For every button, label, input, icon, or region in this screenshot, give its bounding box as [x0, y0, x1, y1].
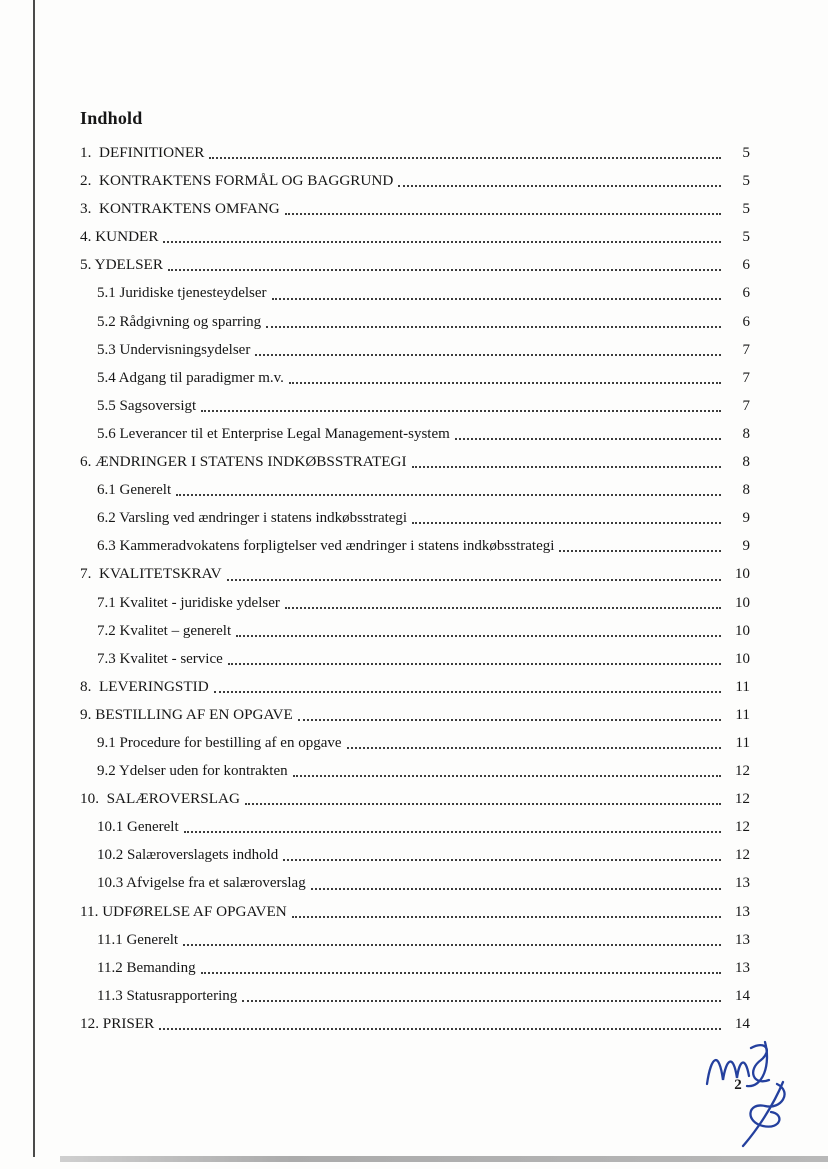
toc-row [80, 645, 750, 673]
toc-entry-page: 10 [735, 650, 750, 667]
toc-leader-dots [201, 410, 721, 412]
toc-row [80, 869, 750, 897]
toc-entry-page: 10 [734, 565, 750, 583]
toc-leader-dots [236, 635, 721, 637]
toc-entry-page: 11 [735, 677, 750, 695]
toc-entry-page: 6 [742, 256, 750, 274]
toc-row [80, 1010, 750, 1038]
toc-entry-label: 7.2 Kvalitet – generelt [97, 622, 232, 639]
toc-row [80, 757, 750, 785]
toc-row [80, 392, 750, 420]
toc-entry-page: 11 [735, 734, 750, 751]
toc-entry-page: 8 [742, 425, 750, 442]
toc-entry-label: 1. DEFINITIONER [80, 144, 205, 161]
toc-entry-label: 5.1 Juridiske tjenesteydelser [97, 285, 267, 302]
toc-row [80, 673, 750, 701]
toc-entry-page: 12 [735, 763, 750, 780]
toc-entry-label: 7.1 Kvalitet - juridiske ydelser [97, 594, 280, 611]
toc-leader-dots [285, 213, 721, 215]
toc-entry-label: 5.5 Sagsoversigt [97, 397, 197, 414]
toc-entry-page: 12 [734, 790, 750, 808]
toc-leader-dots [272, 298, 721, 300]
scan-edge-bottom [60, 1156, 828, 1162]
toc-leader-dots [183, 944, 721, 946]
toc-leader-dots [266, 326, 721, 328]
toc-leader-dots [412, 522, 721, 524]
toc-entry-label: 8. LEVERINGSTID [80, 677, 209, 695]
toc-row [80, 167, 750, 195]
toc-row [80, 926, 750, 954]
toc-leader-dots [398, 185, 721, 187]
toc-entry-label: 10.1 Generelt [97, 819, 179, 836]
toc-leader-dots [201, 972, 721, 974]
toc-leader-dots [289, 382, 721, 384]
toc-leader-dots [245, 803, 721, 805]
toc-row [80, 701, 750, 729]
toc-entry-page: 5 [742, 172, 750, 190]
toc-leader-dots [228, 663, 721, 665]
toc-row [80, 195, 750, 223]
toc-entry-label: 9.1 Procedure for bestilling af en opgave [97, 734, 342, 751]
toc-row [80, 364, 750, 392]
toc-leader-dots [255, 354, 721, 356]
toc-row [80, 448, 750, 476]
toc-entry-label: 5.3 Undervisningsydelser [97, 341, 251, 358]
toc-entry-label: 7. KVALITETSKRAV [80, 565, 222, 583]
toc-entry-page: 10 [735, 622, 750, 639]
toc-leader-dots [412, 466, 721, 468]
toc-entry-label: 6.1 Generelt [97, 482, 172, 499]
toc-row [80, 841, 750, 869]
toc-leader-dots [311, 888, 721, 890]
toc-leader-dots [283, 859, 721, 861]
toc-row [80, 785, 750, 813]
toc-entry-label: 10.2 Salæroverslagets indhold [97, 847, 279, 864]
toc-row [80, 532, 750, 560]
toc-row [80, 617, 750, 645]
toc-row [80, 729, 750, 757]
toc-leader-dots [227, 579, 721, 581]
toc-row [80, 476, 750, 504]
toc-leader-dots [176, 494, 721, 496]
toc-entry-page: 12 [735, 847, 750, 864]
toc-leader-dots [209, 157, 721, 159]
toc-entry-page: 13 [734, 902, 750, 920]
toc-entry-page: 7 [742, 341, 750, 358]
toc-entry-page: 5 [742, 200, 750, 218]
toc-row [80, 251, 750, 279]
toc-entry-page: 13 [735, 931, 750, 948]
toc-entry-label: 2. KONTRAKTENS FORMÅL OG BAGGRUND [80, 172, 394, 190]
toc-entry-label: 5. YDELSER [80, 256, 163, 274]
toc-entry-page: 5 [742, 144, 750, 161]
toc-row [80, 589, 750, 617]
toc-entry-page: 8 [742, 482, 750, 499]
toc-entry-page: 9 [742, 538, 750, 555]
toc-entry-label: 9.2 Ydelser uden for kontrakten [97, 763, 288, 780]
toc-leader-dots [163, 241, 721, 243]
table-of-contents [80, 139, 750, 1038]
toc-entry-page: 5 [742, 228, 750, 246]
toc-entry-page: 7 [742, 369, 750, 386]
toc-leader-dots [559, 550, 721, 552]
toc-entry-label: 5.4 Adgang til paradigmer m.v. [97, 369, 284, 386]
toc-entry-page: 14 [734, 1014, 750, 1032]
scan-edge-left [33, 0, 35, 1157]
toc-entry-label: 6.2 Varsling ved ændringer i statens indkøbsstrategi [97, 510, 408, 527]
toc-row [80, 954, 750, 982]
toc-entry-label: 11.3 Statusrapportering [97, 987, 238, 1004]
toc-row [80, 982, 750, 1010]
toc-entry-page: 9 [742, 510, 750, 527]
toc-entry-label: 5.2 Rådgivning og sparring [97, 313, 262, 330]
toc-heading: Indhold [80, 108, 143, 128]
toc-entry-page: 10 [735, 594, 750, 611]
toc-leader-dots [184, 831, 721, 833]
toc-entry-label: 12. PRISER [80, 1014, 155, 1032]
toc-entry-label: 11.2 Bemanding [97, 959, 196, 976]
toc-leader-dots [455, 438, 721, 440]
toc-entry-page: 6 [742, 313, 750, 330]
toc-leader-dots [293, 775, 721, 777]
toc-entry-page: 12 [735, 819, 750, 836]
toc-entry-page: 14 [735, 987, 750, 1004]
toc-leader-dots [242, 1000, 721, 1002]
page-number: 2 [734, 1077, 742, 1093]
toc-entry-page: 8 [742, 453, 750, 471]
toc-entry-page: 7 [742, 397, 750, 414]
toc-entry-label: 10.3 Afvigelse fra et salæroverslag [97, 875, 306, 892]
toc-row [80, 279, 750, 307]
toc-leader-dots [159, 1028, 721, 1030]
toc-leader-dots [214, 691, 721, 693]
toc-entry-page: 13 [735, 959, 750, 976]
toc-leader-dots [168, 269, 721, 271]
toc-leader-dots [292, 916, 721, 918]
toc-entry-label: 11.1 Generelt [97, 931, 179, 948]
signature-icon [685, 1036, 797, 1154]
toc-leader-dots [347, 747, 721, 749]
toc-row [80, 813, 750, 841]
toc-entry-page: 11 [735, 705, 750, 723]
toc-entry-label: 6.3 Kammeradvokatens forpligtelser ved ændringer i statens indkøbsstrategi [97, 538, 555, 555]
toc-row [80, 223, 750, 251]
toc-row [80, 898, 750, 926]
toc-entry-label: 10. SALÆROVERSLAG [80, 790, 240, 808]
toc-row [80, 139, 750, 167]
toc-row [80, 420, 750, 448]
toc-row [80, 336, 750, 364]
toc-leader-dots [285, 607, 721, 609]
toc-entry-label: 7.3 Kvalitet - service [97, 650, 223, 667]
toc-entry-page: 6 [742, 285, 750, 302]
toc-entry-label: 5.6 Leverancer til et Enterprise Legal Management-system [97, 425, 450, 442]
toc-row [80, 504, 750, 532]
toc-entry-label: 4. KUNDER [80, 228, 159, 246]
toc-entry-label: 9. BESTILLING AF EN OPGAVE [80, 705, 293, 723]
toc-leader-dots [298, 719, 721, 721]
toc-entry-page: 13 [735, 875, 750, 892]
toc-row [80, 308, 750, 336]
toc-entry-label: 11. UDFØRELSE AF OPGAVEN [80, 902, 287, 920]
toc-entry-label: 6. ÆNDRINGER I STATENS INDKØBSSTRATEGI [80, 453, 407, 471]
toc-row [80, 560, 750, 588]
toc-entry-label: 3. KONTRAKTENS OMFANG [80, 200, 280, 218]
